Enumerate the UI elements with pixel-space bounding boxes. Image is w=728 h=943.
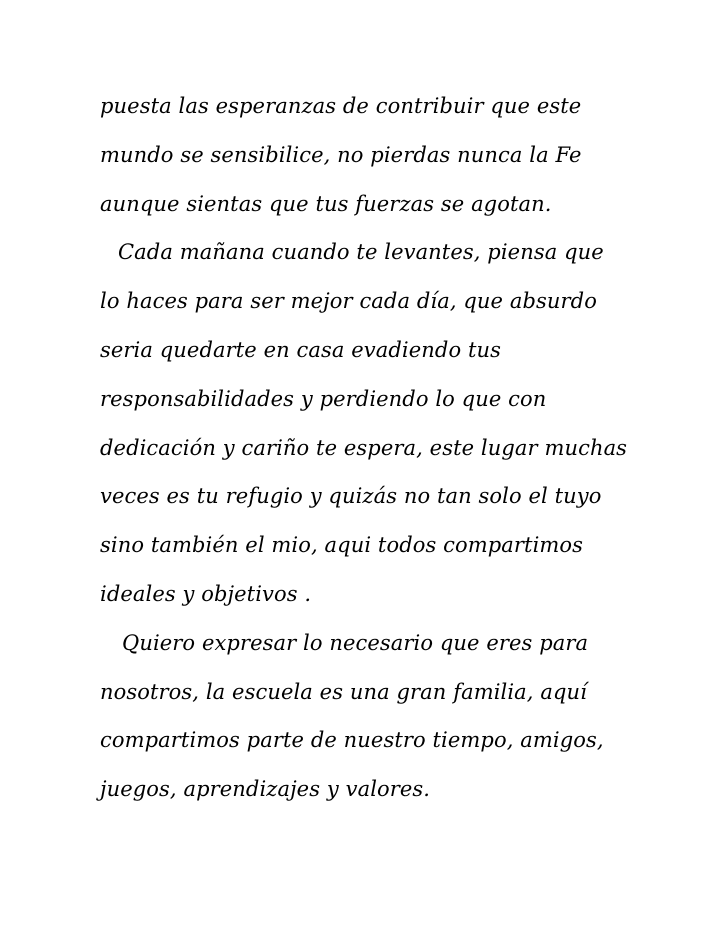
text-line: aunque sientas que tus fuerzas se agotan.: [100, 191, 552, 216]
text-line: nosotros, la escuela es una gran familia, aquí: [100, 679, 587, 704]
text-line: dedicación y cariño te espera, este lugar muchas: [100, 435, 628, 460]
text-line: seria quedarte en casa evadiendo tus: [100, 337, 502, 362]
text-line: sino también el mio, aqui todos compartimos: [100, 533, 584, 558]
text-line: Quiero expresar lo necesario que eres para: [122, 630, 589, 655]
paragraph-3: [100, 619, 660, 814]
paragraph-1: [100, 82, 660, 228]
handwritten-text: [100, 82, 660, 814]
text-line: veces es tu refugio y quizás no tan solo el tuyo: [100, 484, 602, 509]
text-line: responsabilidades y perdiendo lo que con: [100, 386, 547, 411]
text-line: mundo se sensibilice, no pierdas nunca la Fe: [100, 142, 582, 167]
paragraph-2: [100, 228, 660, 618]
text-line: ideales y objetivos .: [100, 581, 312, 606]
text-line: puesta las esperanzas de contribuir que este: [100, 94, 582, 118]
text-line: lo haces para ser mejor cada día, que absurdo: [100, 289, 597, 314]
text-line: juegos, aprendizajes y valores.: [100, 777, 431, 802]
text-line: Cada mañana cuando te levantes, piensa que: [118, 240, 604, 265]
text-line: compartimos parte de nuestro tiempo, amigos,: [100, 728, 604, 753]
